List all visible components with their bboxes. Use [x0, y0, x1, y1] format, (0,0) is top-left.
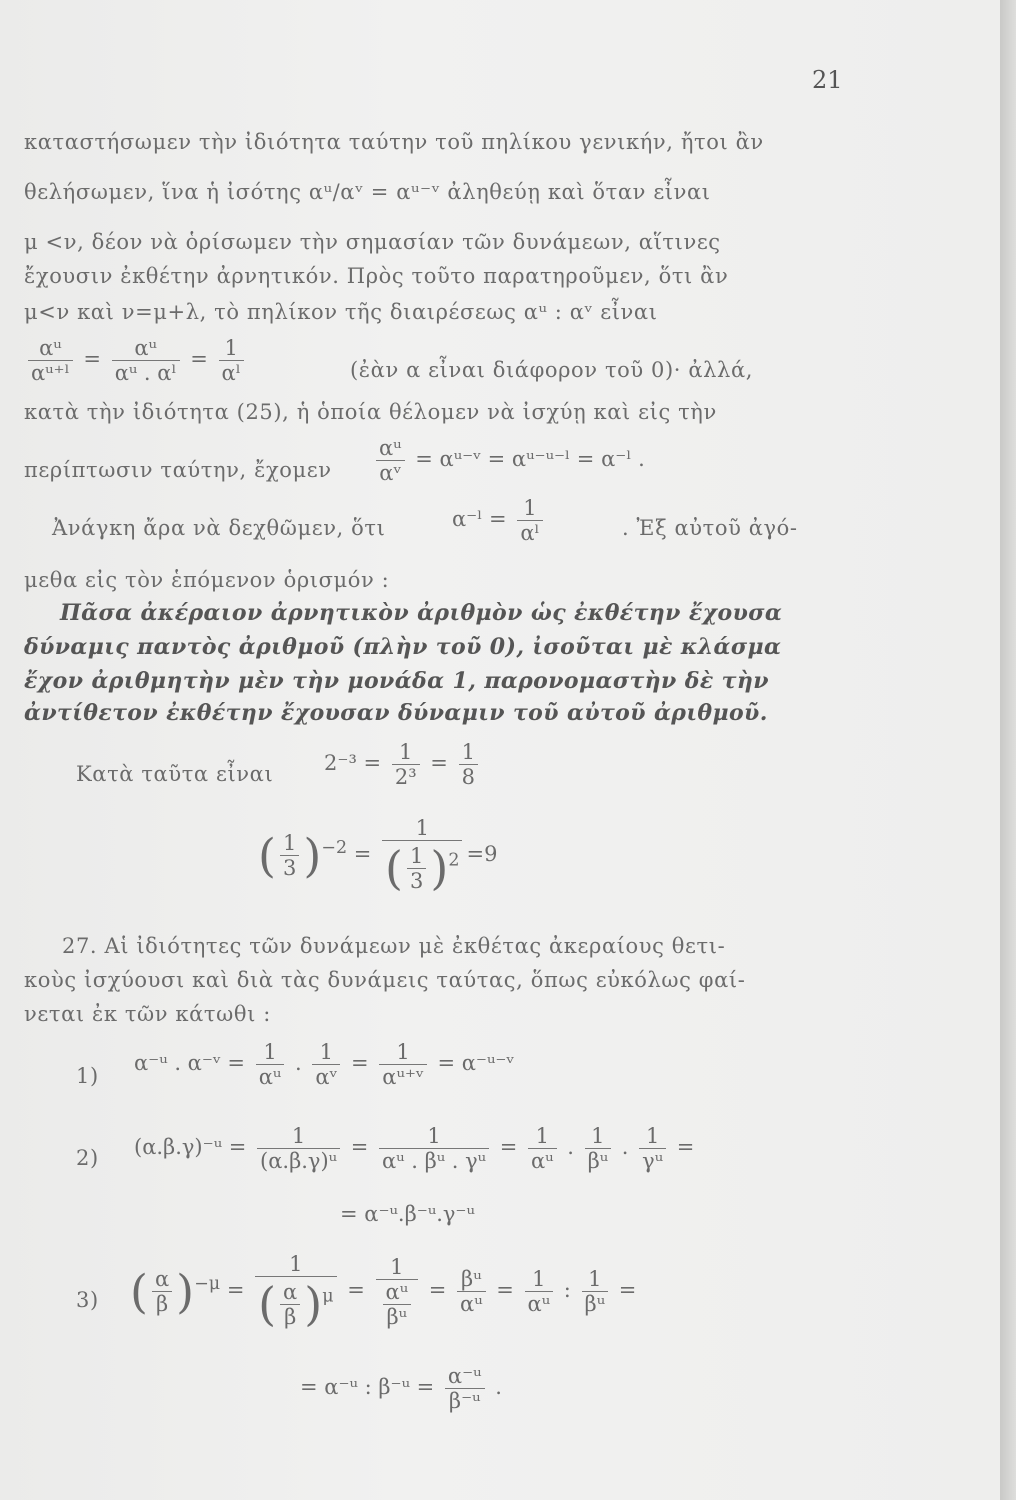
text-line-10: . Ἐξ αὐτοῦ ἀγό-	[622, 516, 798, 540]
one-6: 1	[382, 816, 462, 841]
a-l: αˡ	[221, 361, 241, 385]
section-line-1: 27. Αἱ ἰδιότητες τῶν δυνάμεων μὲ ἐκθέτας ἀκεραίους θετι-	[62, 934, 726, 958]
example-equation-2: ( $\frac{1}{3}$ )$^{-2}$ = 1 ( $\frac{1}{3}$ )$^2$ =9	[258, 816, 498, 895]
one-14: 1	[585, 1124, 612, 1149]
three-2: 3	[410, 868, 424, 893]
item-2-equation: (α.β.γ)⁻ᵘ = $\frac{1}{\text{(α.β.γ)ᵘ}}$ = $\frac{1}{\text{αᵘ . βᵘ . γᵘ}}$ = $\frac{1}{\text{αᵘ}}$ . $\frac{1}{\text{βᵘ}}$ . $\frac{1}{\text{γᵘ}}$ =	[134, 1124, 695, 1173]
section-line-2: κοὺς ἰσχύουσι καὶ διὰ τὰς δυνάμεις ταύτας, ὅπως εὐκόλως φαί-	[24, 968, 746, 992]
example-intro: Κατὰ ταῦτα εἶναι	[76, 762, 274, 786]
one-15: 1	[639, 1124, 666, 1149]
a-nu-2: αᵛ	[315, 1065, 338, 1089]
one-18: 1	[525, 1267, 554, 1292]
a-neg-l: α⁻ˡ =	[452, 507, 507, 531]
abg-mu: (α.β.γ)ᵘ	[260, 1149, 338, 1173]
one-4: 1	[459, 740, 478, 765]
text-line-1: καταστήσωμεν τὴν ἰδιότητα ταύτην τοῦ πηλίκου γενικήν, ἤτοι ἂν	[24, 130, 764, 154]
fraction-equation-1: $\frac{\text{αᵘ}}{\text{αᵘ⁺ˡ}}$ = $\frac{\text{αᵘ}}{\text{αᵘ . αˡ}}$ = $\frac{1}{\text{αˡ}}$	[24, 336, 248, 385]
one-3: 1	[392, 740, 420, 765]
a-nu: αᵛ	[379, 461, 402, 485]
one-19: 1	[582, 1267, 609, 1292]
a-mu: αᵘ	[28, 336, 73, 361]
a-mu-6: αᵘ	[383, 1280, 412, 1305]
item-2-continuation: = α⁻ᵘ.β⁻ᵘ.γ⁻ᵘ	[340, 1202, 475, 1226]
definition-line-1: Πᾶσα ἀκέραιον ἀρνητικὸν ἀριθμὸν ὡς ἐκθέτην ἔχουσα	[60, 600, 783, 626]
a-mu-nu: αᵘ⁺ᵛ	[382, 1065, 424, 1089]
definition-line-4: ἀντίθετον ἐκθέτην ἔχουσαν δύναμιν τοῦ αὐτοῦ ἀριθμοῦ.	[24, 700, 768, 726]
two-cubed: 2³	[394, 765, 417, 789]
text-line-4: ἔχουσιν ἐκθέτην ἀρνητικόν. Πρὸς τοῦτο παρατηροῦμεν, ὅτι ἂν	[24, 264, 729, 288]
text-line-2: θελήσωμεν, ἵνα ἡ ἰσότης αᵘ/αᵛ = αᵘ⁻ᵛ ἀληθεύῃ καὶ ὅταν εἶναι	[24, 180, 711, 204]
a-mu-5: αᵘ	[531, 1149, 554, 1173]
item-3-number: 3)	[76, 1288, 99, 1312]
one: 1	[219, 336, 244, 361]
a-b-g-mu: αᵘ . βᵘ . γᵘ	[381, 1149, 487, 1173]
line1-lhs: α⁻ᵘ . α⁻ᵛ =	[134, 1051, 246, 1075]
text-line-8: περίπτωσιν ταύτην, ἔχομεν	[24, 458, 332, 482]
page-edge	[1000, 0, 1016, 1500]
a-mu-l: αᵘ⁺ˡ	[31, 361, 70, 385]
one-17: 1	[376, 1255, 419, 1280]
eight: 8	[461, 765, 475, 789]
b-neg-mu: β⁻ᵘ	[448, 1389, 481, 1413]
text-line-11: μεθα εἰς τὸν ἑπόμενον ὁρισμόν :	[24, 568, 390, 592]
example-equation-1: 2⁻³ = $\frac{1}{\text{2³}}$ = $\frac{1}{8}$	[324, 740, 482, 789]
item-1-number: 1)	[76, 1064, 99, 1088]
a-mu-2: αᵘ	[112, 336, 180, 361]
two-neg-three: 2⁻³ =	[324, 751, 382, 775]
gamma-mu: γᵘ	[642, 1149, 664, 1173]
line2-lhs: (α.β.γ)⁻ᵘ =	[134, 1135, 247, 1159]
a-mu-dot-a-l: αᵘ . αˡ	[114, 361, 177, 385]
section-line-3: νεται ἐκ τῶν κάτωθι :	[24, 1002, 271, 1026]
one-9: 1	[312, 1040, 340, 1065]
one-12: 1	[379, 1124, 489, 1149]
fraction-equation-2	[372, 436, 645, 485]
equation-chain: = αᵘ⁻ᵛ = αᵘ⁻ᵘ⁻ˡ = α⁻ˡ .	[415, 447, 645, 471]
line3-cont: = α⁻ᵘ : β⁻ᵘ =	[300, 1375, 435, 1399]
one-10: 1	[379, 1040, 426, 1065]
beta-mu-3: βᵘ	[457, 1267, 486, 1292]
fraction-equation-3	[452, 496, 547, 545]
item-3-equation: ( $\frac{\alpha}{\beta}$ )$^{-\mu}$ = 1 ( $\frac{\alpha}{\beta}$ )$^\mu$ = $\frac{1}{\frac{\text{αᵘ}}{\text{βᵘ}}}$ = $\frac{\text{βᵘ}}{\text{αᵘ}}$ = $\frac{1}{\text{αᵘ}}$ : $\frac{1}{\text{βᵘ}}$ =	[130, 1252, 637, 1331]
text-line-3: μ <ν, δέον νὰ ὁρίσωμεν τὴν σημασίαν τῶν δυνάμεων, αἵτινες	[24, 230, 721, 254]
item-3-continuation: = α⁻ᵘ : β⁻ᵘ = $\frac{\text{α⁻ᵘ}}{\text{β⁻ᵘ}}$ .	[300, 1364, 502, 1413]
a-l-2: αˡ	[520, 521, 540, 545]
beta-mu: βᵘ	[587, 1149, 609, 1173]
equals-nine: =9	[466, 842, 498, 866]
text-line-5: μ<ν καὶ ν=μ+λ, τὸ πηλίκον τῆς διαιρέσεως αᵘ : αᵛ εἶναι	[24, 300, 658, 324]
a-neg-mu: α⁻ᵘ	[445, 1364, 485, 1389]
one-16: 1	[255, 1252, 336, 1277]
text-line-6: (ἐὰν α εἶναι διάφορον τοῦ 0)· ἀλλά,	[350, 358, 754, 382]
three: 3	[282, 856, 297, 880]
page-number: 21	[812, 66, 843, 94]
one-5: 1	[280, 831, 299, 856]
a-mu-3: αᵘ	[376, 436, 405, 461]
line1-rhs: = α⁻ᵘ⁻ᵛ	[437, 1051, 515, 1075]
text-line-7: κατὰ τὴν ἰδιότητα (25), ἡ ὁποία θέλομεν νὰ ἰσχύῃ καὶ εἰς τὴν	[24, 400, 717, 424]
a-mu-7: αᵘ	[460, 1292, 483, 1316]
one-2: 1	[517, 496, 542, 521]
item-2-number: 2)	[76, 1146, 99, 1170]
text-line-9: Ἀνάγκη ἄρα νὰ δεχθῶμεν, ὅτι	[52, 516, 386, 540]
definition-line-2: δύναμις παντὸς ἀριθμοῦ (πλὴν τοῦ 0), ἰσοῦται μὲ κλάσμα	[24, 634, 782, 660]
one-13: 1	[528, 1124, 557, 1149]
a-mu-4: αᵘ	[258, 1065, 282, 1089]
one-11: 1	[257, 1124, 340, 1149]
item-1-equation: α⁻ᵘ . α⁻ᵛ = $\frac{1}{\text{αᵘ}}$ . $\frac{1}{\text{αᵛ}}$ = $\frac{1}{\text{αᵘ⁺ᵛ}}$ = α⁻ᵘ⁻ᵛ	[134, 1040, 515, 1089]
one-7: 1	[407, 844, 426, 869]
definition-line-3: ἔχον ἀριθμητὴν μὲν τὴν μονάδα 1, παρονομαστὴν δὲ τὴν	[24, 668, 769, 694]
a-mu-8: αᵘ	[527, 1292, 551, 1316]
beta-mu-4: βᵘ	[584, 1292, 606, 1316]
one-8: 1	[256, 1040, 285, 1065]
beta-mu-2: βᵘ	[386, 1304, 408, 1329]
